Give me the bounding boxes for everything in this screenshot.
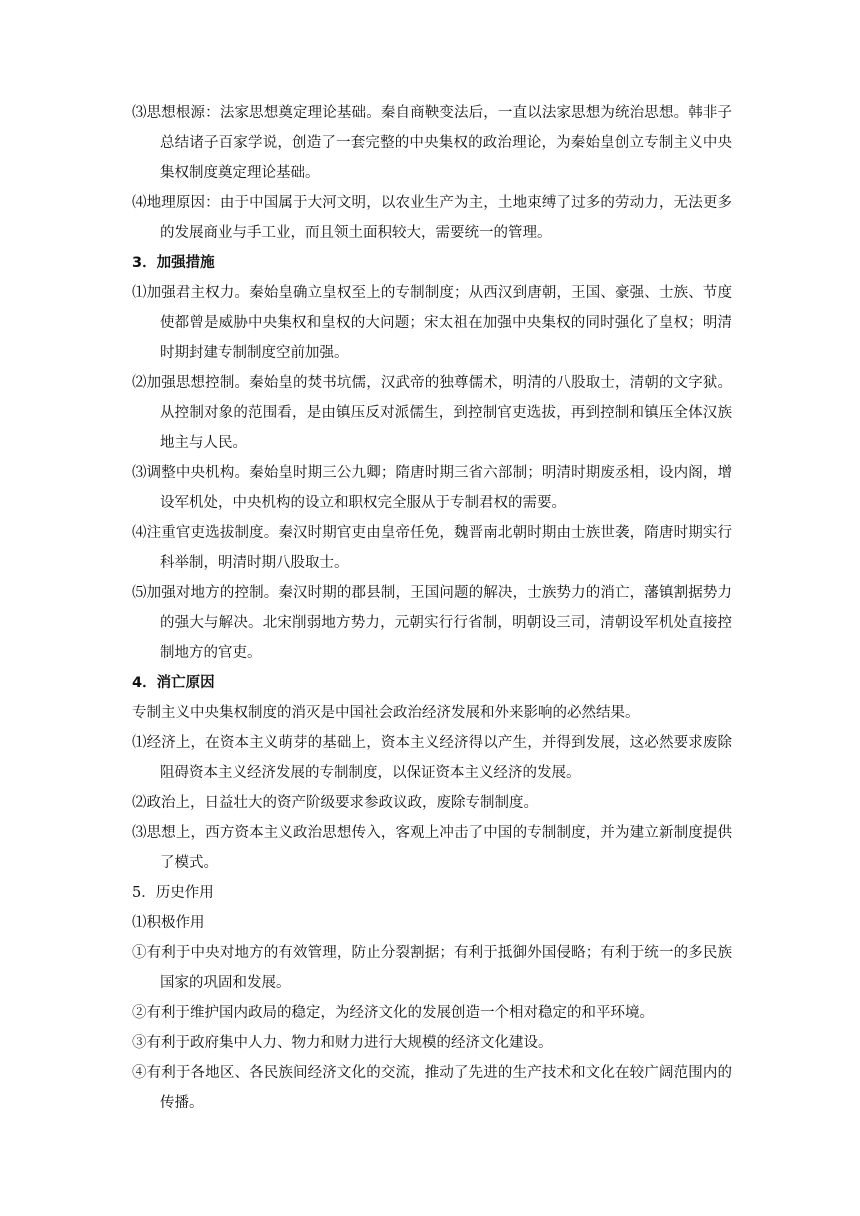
paragraph-positive-2: ②有利于维护国内政局的稳定，为经济文化的发展创造一个相对稳定的和平环境。 [132,1005,654,1021]
paragraph-official-selection: ⑷注重官吏选拔制度。秦汉时期官吏由皇帝任免，魏晋南北朝时期由士族世袭，隋唐时期实行科举制，明清时期八股取士。 [132,525,732,571]
paragraph-thought-control: ⑵加强思想控制。秦始皇的焚书坑儒，汉武帝的独尊儒术，明清的八股取士，清朝的文字狱。从控制对象的范围看，是由镇压反对派儒生，到控制官吏选拔，再到控制和镇压全体汉族地主与人民。 [132,375,732,451]
paragraph-positive-1: ①有利于中央对地方的有效管理，防止分裂割据；有利于抵御外国侵略；有利于统一的多民族国家的巩固和发展。 [132,945,732,991]
paragraph-demise-intro: 专制主义中央集权制度的消灭是中国社会政治经济发展和外来影响的必然结果。 [132,705,640,721]
paragraph-political: ⑵政治上，日益壮大的资产阶级要求参政议政，废除专制制度。 [132,795,538,811]
section-heading-strengthening-measures: 3．加强措施 [132,255,215,271]
paragraph-ideological: ⑶思想上，西方资本主义政治思想传入，客观上冲击了中国的专制制度，并为建立新制度提供了模式。 [132,825,732,871]
paragraph-ideological-roots: ⑶思想根源：法家思想奠定理论基础。秦自商鞅变法后，一直以法家思想为统治思想。韩非子总结诸子百家学说，创造了一套完整的中央集权的政治理论，为秦始皇创立专制主义中央集权制度奠定理论基础。 [132,105,732,181]
paragraph-local-control: ⑸加强对地方的控制。秦汉时期的郡县制，王国问题的解决，士族势力的消亡，藩镇割据势力的强大与解决。北宋削弱地方势力，元朝实行行省制，明朝设三司，清朝设军机处直接控制地方的官吏。 [132,585,732,661]
paragraph-positive-4: ④有利于各地区、各民族间经济文化的交流，推动了先进的生产技术和文化在较广阔范围内的传播。 [132,1065,732,1111]
section-heading-historical-role: 5．历史作用 [132,885,214,901]
paragraph-economic: ⑴经济上，在资本主义萌芽的基础上，资本主义经济得以产生，并得到发展，这必然要求废除阻碍资本主义经济发展的专制制度，以保证资本主义经济的发展。 [132,735,732,781]
paragraph-positive-3: ③有利于政府集中人力、物力和财力进行大规模的经济文化建设。 [132,1035,553,1051]
section-heading-demise-reasons: 4．消亡原因 [132,675,215,691]
document-page [132,98,732,1118]
paragraph-geographic-reasons: ⑷地理原因：由于中国属于大河文明，以农业生产为主，土地束缚了过多的劳动力，无法更多的发展商业与手工业，而且领土面积较大，需要统一的管理。 [132,195,732,241]
paragraph-central-institutions: ⑶调整中央机构。秦始皇时期三公九卿；隋唐时期三省六部制；明清时期废丞相，设内阁，增设军机处，中央机构的设立和职权完全服从于专制君权的需要。 [132,465,732,511]
paragraph-monarch-power: ⑴加强君主权力。秦始皇确立皇权至上的专制制度；从西汉到唐朝，王国、豪强、士族、节度使都曾是威胁中央集权和皇权的大问题；宋太祖在加强中央集权的同时强化了皇权；明清时期封建专制制度空前加强。 [132,285,732,361]
subheading-positive-role: ⑴积极作用 [132,915,205,931]
